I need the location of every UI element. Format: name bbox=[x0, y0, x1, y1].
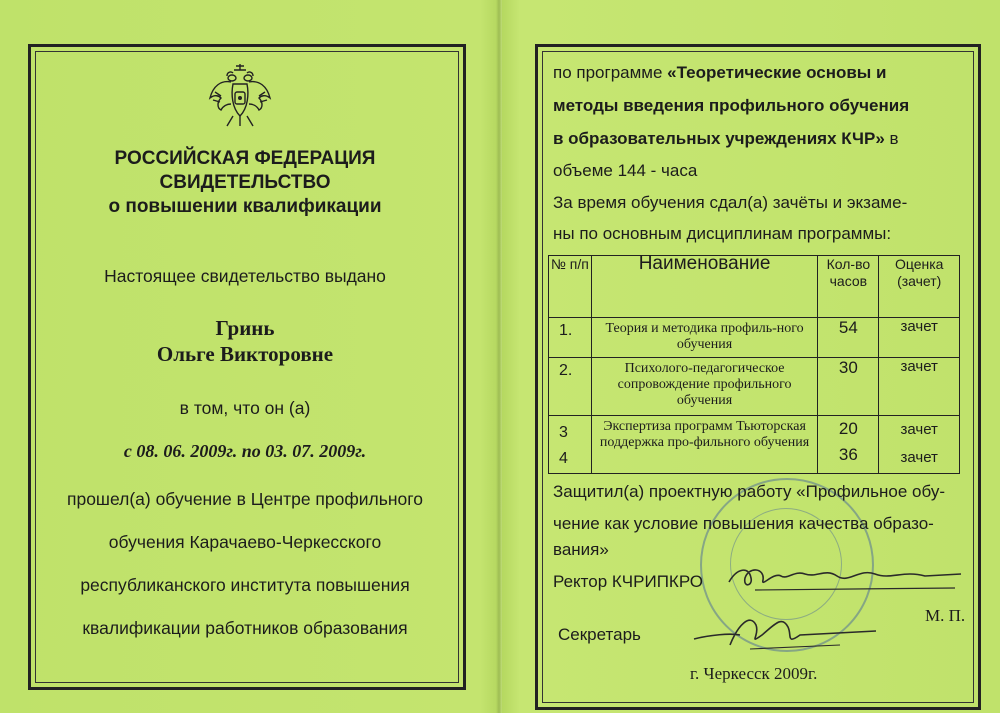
rector-signature bbox=[725, 560, 965, 596]
table-row bbox=[549, 318, 960, 358]
row-3-name: Экспертиза программ Тьюторская поддержка про-фильного обучения bbox=[591, 416, 818, 474]
program-suffix: в bbox=[884, 129, 899, 148]
place-year: г. Черкесск 2009г. bbox=[690, 664, 818, 683]
row-3-grade: зачет bbox=[900, 421, 938, 438]
program-volume: объеме 144 - часа bbox=[553, 161, 698, 180]
row-1-hours: 54 bbox=[818, 318, 879, 358]
heading-purpose: о повышении квалификации bbox=[108, 196, 382, 217]
project-line-3: вания» bbox=[553, 540, 609, 559]
header-name: Наименование bbox=[591, 256, 818, 318]
header-hours: Кол-во часов bbox=[818, 256, 879, 318]
grades-table bbox=[548, 255, 960, 474]
heading-document-type: СВИДЕТЕЛЬСТВО bbox=[159, 172, 331, 193]
body-line-4: квалификации работников образования bbox=[82, 618, 408, 638]
row-1-grade: зачет bbox=[879, 318, 960, 358]
program-prefix: по программе bbox=[553, 63, 668, 82]
passed-line-1: За время обучения сдал(а) зачёты и экзаме- bbox=[553, 193, 908, 212]
issued-text: Настоящее свидетельство выдано bbox=[104, 266, 386, 286]
passed-line-2: ны по основным дисциплинам программы: bbox=[553, 224, 892, 243]
recipient-given-names: Ольге Викторовне bbox=[156, 342, 334, 366]
program-title-part-1: «Теоретические основы и bbox=[667, 63, 887, 82]
row-3-hours: 20 bbox=[838, 419, 858, 438]
body-line-3: республиканского института повышения bbox=[80, 575, 410, 595]
row-4-hours: 36 bbox=[838, 445, 858, 464]
program-line-2: методы введения профильного обучения bbox=[553, 96, 910, 115]
mp-label: М. П. bbox=[925, 606, 966, 625]
program-line-3 bbox=[553, 129, 899, 149]
that-text: в том, что он (а) bbox=[179, 398, 311, 418]
program-line-1 bbox=[553, 63, 887, 83]
page-fold bbox=[496, 0, 502, 713]
secretary-signature bbox=[690, 605, 880, 655]
row-2-num: 2. bbox=[549, 358, 592, 416]
table-row bbox=[549, 416, 960, 474]
row-1-name: Теория и методика профиль-ного обучения bbox=[591, 318, 818, 358]
header-grade: Оценка (зачет) bbox=[879, 256, 960, 318]
training-dates: с 08. 06. 2009г. по 03. 07. 2009г. bbox=[123, 441, 367, 461]
project-line-2: чение как условие повышения качества образо- bbox=[553, 514, 934, 533]
header-num: № п/п bbox=[549, 256, 592, 318]
program-title-part-3: в образовательных учреждениях КЧР» bbox=[553, 129, 885, 148]
coat-of-arms-icon bbox=[207, 64, 273, 130]
table-row bbox=[549, 358, 960, 416]
row-2-name: Психолого-педагогическое сопровождение профильного обучения bbox=[591, 358, 818, 416]
row-4-num: 4 bbox=[559, 450, 568, 467]
row-3-num: 3 bbox=[559, 424, 568, 441]
rector-label: Ректор КЧРИПКРО bbox=[553, 572, 704, 591]
recipient-surname: Гринь bbox=[215, 316, 275, 340]
table-header-row bbox=[549, 256, 960, 318]
project-line-1: Защитил(а) проектную работу «Профильное обу- bbox=[553, 482, 946, 501]
row-3-num-cell bbox=[549, 416, 592, 474]
row-3-hours-cell bbox=[818, 416, 879, 474]
heading-country: РОССИЙСКАЯ ФЕДЕРАЦИЯ bbox=[114, 148, 376, 169]
secretary-label: Секретарь bbox=[558, 625, 641, 644]
row-4-grade: зачет bbox=[900, 449, 938, 466]
row-2-grade: зачет bbox=[879, 358, 960, 416]
row-1-num: 1. bbox=[549, 318, 592, 358]
row-3-grade-cell bbox=[879, 416, 960, 474]
body-line-2: обучения Карачаево-Черкесского bbox=[108, 532, 382, 552]
body-line-1: прошел(а) обучение в Центре профильного bbox=[66, 489, 423, 509]
row-2-hours: 30 bbox=[818, 358, 879, 416]
